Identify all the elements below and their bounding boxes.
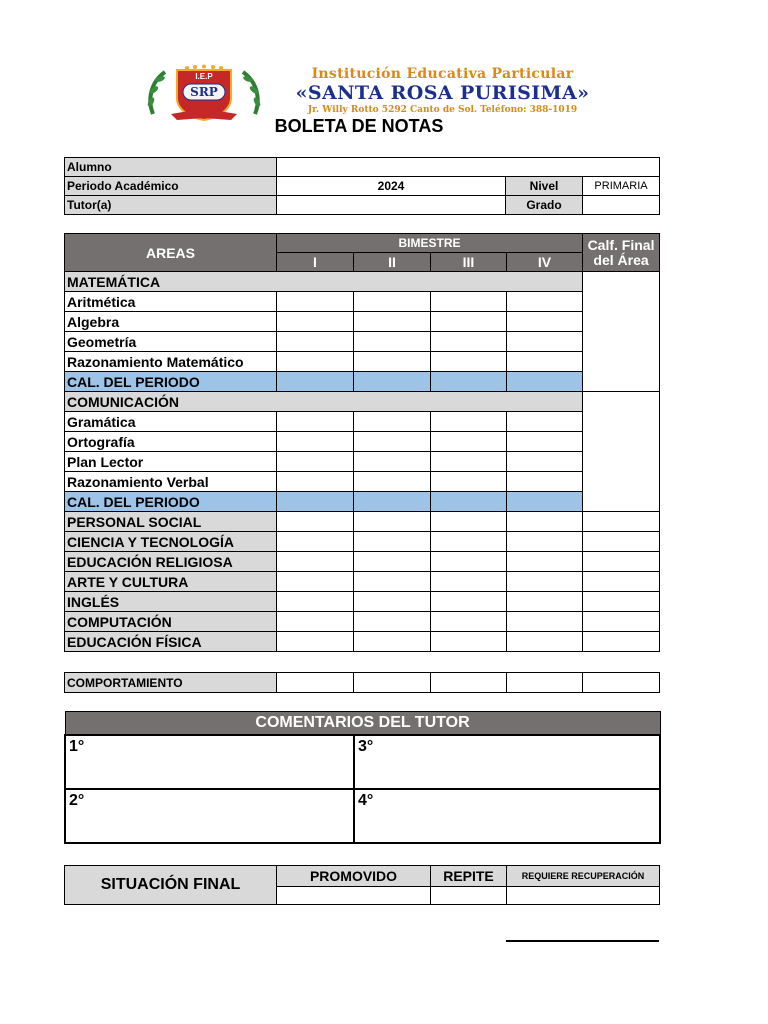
area-row: [65, 632, 660, 652]
grade-cell[interactable]: [431, 332, 507, 352]
grade-cell[interactable]: [507, 412, 583, 432]
grade-cell[interactable]: [507, 292, 583, 312]
grade-cell[interactable]: [354, 572, 431, 592]
area-row: [65, 572, 660, 592]
grade-cell[interactable]: [507, 632, 583, 652]
grade-cell[interactable]: [277, 592, 354, 612]
page-title: BOLETA DE NOTAS: [274, 116, 444, 136]
calf-final-header: Calf. Final del Área: [583, 234, 660, 272]
grade-cell[interactable]: [277, 632, 354, 652]
area-title-comunicacion: COMUNICACIÓN: [65, 392, 583, 412]
grade-cell[interactable]: [507, 532, 583, 552]
school-logo: [145, 64, 620, 122]
area-label: EDUCACIÓN RELIGIOSA: [65, 552, 277, 572]
area-row: [65, 512, 660, 532]
grade-cell[interactable]: [507, 552, 583, 572]
comment-box-2[interactable]: 2°: [65, 789, 354, 843]
grade-cell[interactable]: [354, 512, 431, 532]
course-row: [65, 312, 660, 332]
period-grade-cell[interactable]: [354, 372, 431, 392]
periodo-label: Periodo Académico: [65, 177, 277, 196]
course-label: Aritmética: [65, 292, 277, 312]
grade-cell[interactable]: [354, 532, 431, 552]
grade-cell[interactable]: [431, 472, 507, 492]
grade-cell[interactable]: [354, 432, 431, 452]
promovido-checkbox[interactable]: [277, 887, 431, 905]
area-label: CIENCIA Y TECNOLOGÍA: [65, 532, 277, 552]
student-info-table: [64, 157, 660, 215]
bimestre-1-header: I: [277, 253, 354, 272]
course-row: [65, 432, 660, 452]
grade-cell[interactable]: [431, 292, 507, 312]
bimestre-header: BIMESTRE: [277, 234, 583, 253]
behavior-cell[interactable]: [277, 673, 354, 693]
grade-cell[interactable]: [431, 632, 507, 652]
course-label: Razonamiento Matemático: [65, 352, 277, 372]
behavior-cell[interactable]: [354, 673, 431, 693]
area-title-matematica: MATEMÁTICA: [65, 272, 583, 292]
final-situation-table: [64, 865, 660, 905]
comments-header: COMENTARIOS DEL TUTOR: [65, 712, 660, 736]
school-name: «SANTA ROSA PURISIMA»: [295, 82, 590, 104]
course-label: Razonamiento Verbal: [65, 472, 277, 492]
repite-checkbox[interactable]: [431, 887, 507, 905]
comment-box-3[interactable]: 3°: [354, 735, 660, 789]
grade-cell[interactable]: [354, 352, 431, 372]
area-label: ARTE Y CULTURA: [65, 572, 277, 592]
grade-cell[interactable]: [277, 432, 354, 452]
grado-label: Grado: [506, 196, 583, 215]
behavior-label: COMPORTAMIENTO: [65, 673, 277, 693]
final-grade-cell[interactable]: [583, 612, 660, 632]
course-row: [65, 412, 660, 432]
areas-header: AREAS: [65, 234, 277, 272]
grade-cell[interactable]: [277, 352, 354, 372]
area-row: [65, 532, 660, 552]
grado-field[interactable]: [583, 196, 660, 215]
final-grade-cell[interactable]: [583, 572, 660, 592]
period-grade-cell[interactable]: [277, 492, 354, 512]
grade-cell[interactable]: [507, 312, 583, 332]
bimestre-4-header: IV: [507, 253, 583, 272]
recuperacion-checkbox[interactable]: [507, 887, 660, 905]
grades-table: [64, 233, 660, 652]
grade-cell[interactable]: [277, 332, 354, 352]
repite-label: REPITE: [431, 866, 507, 887]
course-label: Ortografía: [65, 432, 277, 452]
grade-cell[interactable]: [277, 512, 354, 532]
grade-cell[interactable]: [431, 412, 507, 432]
grade-cell[interactable]: [507, 332, 583, 352]
course-label: Gramática: [65, 412, 277, 432]
behavior-cell[interactable]: [507, 673, 583, 693]
crest-top-text: I.E.P: [195, 72, 213, 81]
grade-cell[interactable]: [431, 312, 507, 332]
course-row: [65, 452, 660, 472]
grade-cell[interactable]: [354, 592, 431, 612]
period-grade-label: CAL. DEL PERIODO: [65, 372, 277, 392]
period-grade-label: CAL. DEL PERIODO: [65, 492, 277, 512]
tutor-label: Tutor(a): [65, 196, 277, 215]
area-label: INGLÉS: [65, 592, 277, 612]
grade-cell[interactable]: [354, 332, 431, 352]
period-grade-cell[interactable]: [507, 492, 583, 512]
area-row: [65, 592, 660, 612]
grade-cell[interactable]: [431, 592, 507, 612]
period-grade-row: [65, 492, 660, 512]
tutor-field[interactable]: [277, 196, 506, 215]
course-row: [65, 472, 660, 492]
period-grade-cell[interactable]: [277, 372, 354, 392]
recuperacion-label: REQUIERE RECUPERACIÓN: [507, 866, 660, 887]
final-grade-cell[interactable]: [583, 552, 660, 572]
course-label: Algebra: [65, 312, 277, 332]
grade-cell[interactable]: [507, 512, 583, 532]
grade-cell[interactable]: [277, 572, 354, 592]
grade-cell[interactable]: [431, 612, 507, 632]
bimestre-3-header: III: [431, 253, 507, 272]
area-row: [65, 552, 660, 572]
period-grade-cell[interactable]: [354, 492, 431, 512]
nivel-value[interactable]: PRIMARIA: [583, 177, 660, 196]
final-grade-cell[interactable]: [583, 632, 660, 652]
behavior-cell[interactable]: [431, 673, 507, 693]
grade-cell[interactable]: [354, 312, 431, 332]
area-label: PERSONAL SOCIAL: [65, 512, 277, 532]
promovido-label: PROMOVIDO: [277, 866, 431, 887]
course-row: [65, 292, 660, 312]
behavior-final-cell[interactable]: [583, 673, 660, 693]
period-grade-cell[interactable]: [507, 372, 583, 392]
grade-cell[interactable]: [431, 532, 507, 552]
area-label: COMPUTACIÓN: [65, 612, 277, 632]
area-label: EDUCACIÓN FÍSICA: [65, 632, 277, 652]
behavior-table: [64, 672, 660, 693]
signature-line[interactable]: [506, 940, 659, 942]
grade-cell[interactable]: [507, 452, 583, 472]
school-address: Jr. Willy Rotto 5292 Canto de Sol. Teléfono: 388-1019: [307, 105, 578, 115]
grade-cell[interactable]: [354, 472, 431, 492]
calf-final-comunicacion[interactable]: [583, 392, 660, 512]
grade-cell[interactable]: [354, 412, 431, 432]
grade-cell[interactable]: [277, 452, 354, 472]
nivel-label: Nivel: [506, 177, 583, 196]
period-grade-cell[interactable]: [431, 492, 507, 512]
comment-box-1[interactable]: 1°: [65, 735, 354, 789]
grade-cell[interactable]: [277, 532, 354, 552]
comments-table: [64, 711, 661, 844]
grade-cell[interactable]: [354, 612, 431, 632]
grade-cell[interactable]: [277, 472, 354, 492]
course-label: Geometría: [65, 332, 277, 352]
course-row: [65, 332, 660, 352]
grade-cell[interactable]: [507, 472, 583, 492]
grade-cell[interactable]: [277, 312, 354, 332]
crest-text: SRP: [190, 85, 218, 99]
grade-cell[interactable]: [354, 292, 431, 312]
final-grade-cell[interactable]: [583, 512, 660, 532]
comment-box-4[interactable]: 4°: [354, 789, 660, 843]
grade-cell[interactable]: [507, 592, 583, 612]
period-grade-row: [65, 372, 660, 392]
school-type: Institución Educativa Particular: [311, 66, 574, 82]
grade-cell[interactable]: [431, 572, 507, 592]
grade-cell[interactable]: [277, 612, 354, 632]
grade-cell[interactable]: [277, 412, 354, 432]
grade-cell[interactable]: [507, 612, 583, 632]
grade-cell[interactable]: [431, 352, 507, 372]
grade-cell[interactable]: [277, 552, 354, 572]
grade-cell[interactable]: [431, 512, 507, 532]
grade-cell[interactable]: [354, 632, 431, 652]
grade-cell[interactable]: [507, 572, 583, 592]
calf-final-matematica[interactable]: [583, 272, 660, 392]
grade-cell[interactable]: [507, 352, 583, 372]
grade-cell[interactable]: [277, 292, 354, 312]
grade-cell[interactable]: [431, 552, 507, 572]
periodo-value[interactable]: 2024: [277, 177, 506, 196]
grade-cell[interactable]: [431, 452, 507, 472]
situacion-final-label: SITUACIÓN FINAL: [65, 866, 277, 905]
grade-cell[interactable]: [431, 432, 507, 452]
course-row: [65, 352, 660, 372]
school-name-block: [265, 66, 620, 116]
period-grade-cell[interactable]: [431, 372, 507, 392]
grade-cell[interactable]: [354, 552, 431, 572]
grade-cell[interactable]: [507, 432, 583, 452]
area-row: [65, 612, 660, 632]
course-label: Plan Lector: [65, 452, 277, 472]
alumno-label: Alumno: [65, 158, 277, 177]
bimestre-2-header: II: [354, 253, 431, 272]
grade-cell[interactable]: [354, 452, 431, 472]
alumno-field[interactable]: [277, 158, 660, 177]
final-grade-cell[interactable]: [583, 592, 660, 612]
final-grade-cell[interactable]: [583, 532, 660, 552]
